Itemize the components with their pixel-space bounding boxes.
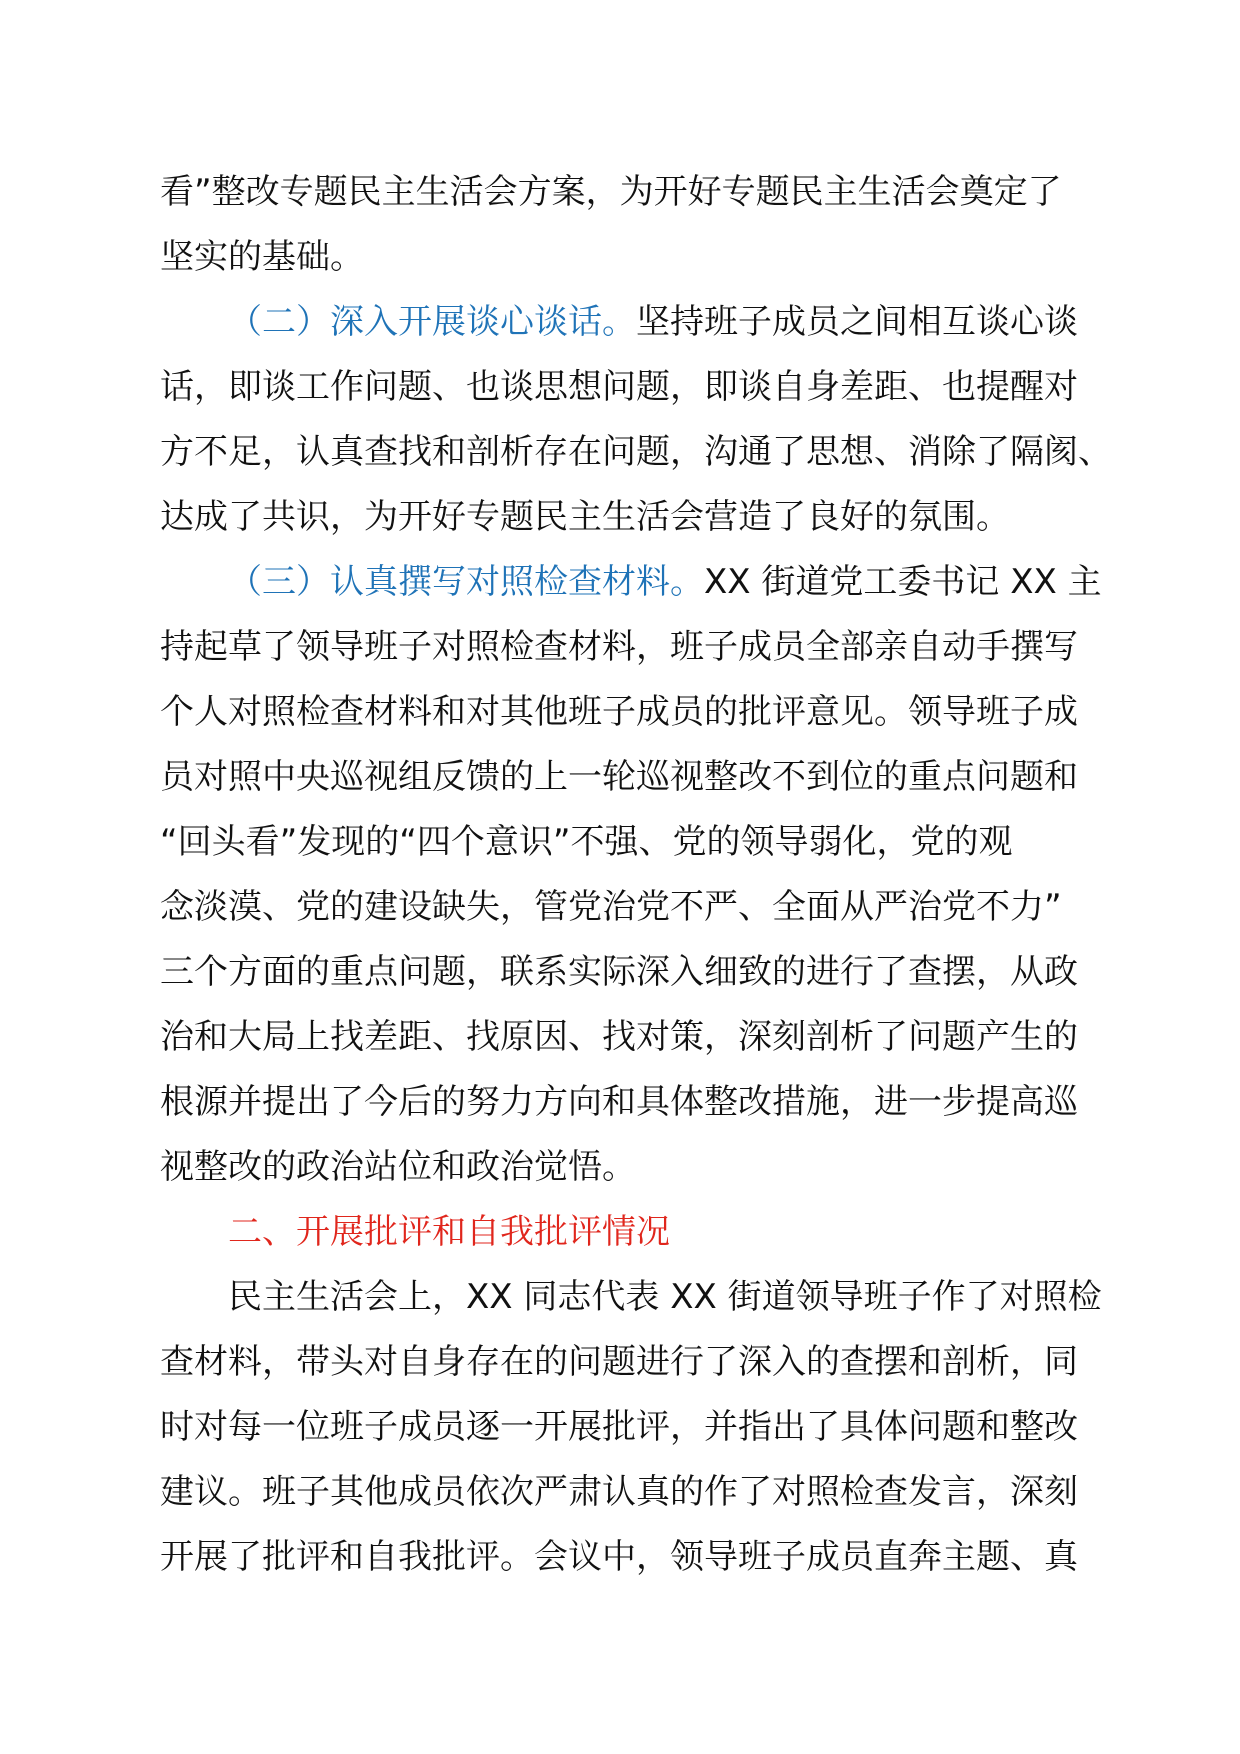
text-line: 员对照中央巡视组反馈的上一轮巡视整改不到位的重点问题和 xyxy=(160,757,1078,797)
text-line: 根源并提出了今后的努力方向和具体整改措施，进一步提高巡 xyxy=(160,1082,1078,1122)
text-line: 建议。班子其他成员依次严肃认真的作了对照检查发言，深刻 xyxy=(160,1472,1078,1512)
text-line: 三个方面的重点问题，联系实际深入细致的进行了查摆，从政 xyxy=(160,952,1078,992)
text-line: 达成了共识，为开好专题民主生活会营造了良好的氛围。 xyxy=(160,497,1010,537)
text-run: 坚持班子成员之间相互谈心谈 xyxy=(636,302,1078,342)
text-line: 念淡漠、党的建设缺失，管党治党不严、全面从严治党不力” xyxy=(160,887,1062,927)
text-line: 看”整改专题民主生活会方案，为开好专题民主生活会奠定了 xyxy=(160,172,1062,212)
text-line: 持起草了领导班子对照检查材料，班子成员全部亲自动手撰写 xyxy=(160,627,1078,667)
text-line: 时对每一位班子成员逐一开展批评，并指出了具体问题和整改 xyxy=(160,1407,1078,1447)
text-line: 民主生活会上，XX 同志代表 XX 街道领导班子作了对照检 xyxy=(228,1277,1102,1317)
text-line: 视整改的政治站位和政治觉悟。 xyxy=(160,1147,636,1187)
text-line: 方不足，认真查找和剖析存在问题，沟通了思想、消除了隔阂、 xyxy=(160,432,1112,472)
document-page xyxy=(160,160,1112,1590)
text-line xyxy=(160,290,1100,355)
text-line: 坚实的基础。 xyxy=(160,237,364,277)
text-line: “回头看”发现的“四个意识”不强、党的领导弱化，党的观 xyxy=(160,822,1013,862)
text-line: 开展了批评和自我批评。会议中，领导班子成员直奔主题、真 xyxy=(160,1537,1078,1577)
text-line: 个人对照检查材料和对其他班子成员的批评意见。领导班子成 xyxy=(160,692,1078,732)
text-run: XX 街道党工委书记 XX 主 xyxy=(704,562,1102,602)
subheading-3: （三）认真撰写对照检查材料。 xyxy=(228,562,704,602)
text-line: 查材料，带头对自身存在的问题进行了深入的查摆和剖析，同 xyxy=(160,1342,1078,1382)
paragraph-1 xyxy=(160,160,1100,290)
text-line: 话，即谈工作问题、也谈思想问题，即谈自身差距、也提醒对 xyxy=(160,367,1078,407)
text-line: 治和大局上找差距、找原因、找对策，深刻剖析了问题产生的 xyxy=(160,1017,1078,1057)
subheading-2: （二）深入开展谈心谈话。 xyxy=(228,302,636,342)
paragraph-3 xyxy=(160,550,1100,1200)
paragraph-4 xyxy=(160,1265,1100,1590)
section-heading: 二、开展批评和自我批评情况 xyxy=(228,1212,670,1252)
paragraph-2 xyxy=(160,290,1112,550)
text-line xyxy=(160,550,1100,615)
